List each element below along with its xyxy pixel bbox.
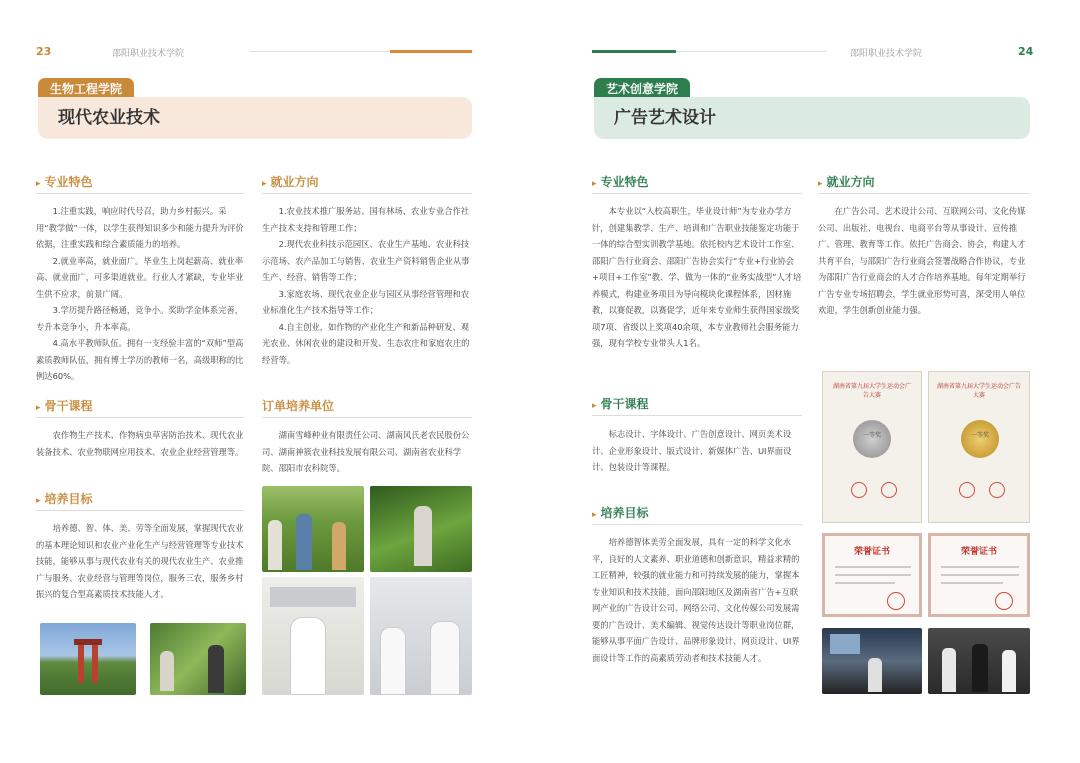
- goals-text-left: 培养德、智、体、美、劳等全面发展，掌握现代农业的基本理论知识和农业产业化生产与经营管理等专业技术技能，能够从事与现代农业有关的现代农业生产、农业推广与服务、农业经营与管理等岗位，服务三农，服务乡村振兴的复合型高素质技术技能人才。: [36, 523, 244, 599]
- section-divider: [592, 415, 802, 416]
- honor-certificate-1: 荣誉证书: [822, 533, 922, 617]
- red-seal-icon: [851, 482, 867, 498]
- triangle-bullet-icon: ▸: [36, 179, 41, 189]
- major-title-banner-left: [38, 97, 472, 139]
- red-seal-icon: [881, 482, 897, 498]
- triangle-bullet-icon: ▸: [592, 179, 597, 189]
- honor-certificate-2: 荣誉证书: [928, 533, 1030, 617]
- lab-teacher-photo: [262, 577, 364, 695]
- header-accent-right: [592, 50, 676, 53]
- triangle-bullet-icon: ▸: [36, 496, 41, 506]
- section-title-courses-left: ▸ 骨干课程: [36, 399, 93, 413]
- section-title-courses-right: ▸ 骨干课程: [592, 397, 649, 411]
- greenhouse-plants-photo: [370, 486, 472, 572]
- section-divider: [592, 193, 802, 194]
- section-title-employment-right: ▸ 就业方向: [818, 175, 875, 189]
- section-title-employment-left: ▸ 就业方向: [262, 175, 319, 189]
- section-title-features-right: ▸ 专业特色: [592, 175, 649, 189]
- header-rule-right: [676, 51, 826, 52]
- features-text-left: 1.注重实践，响应时代号召，助力乡村振兴。采用“教学做”一体，以学生获得知识多少和能力提升为评价依据，注重实践和综合素质能力的培养。 2.就业率高，就业面广。毕业生上岗起薪高、就业率高、就业面广，可多渠道就业。行业人才紧缺，专业毕业生供不应求，前景广阔。 3.学历提升路径畅通，竞争小。奖助学金体系完善，专升本竞争小，升本率高。 4.高水平教师队伍。拥有一支经验丰富的“双师”型高素质教师队伍，拥有博士学历的教师一名，高级职称的比例达60%。: [36, 206, 244, 381]
- major-title-left: 现代农业技术: [58, 108, 160, 128]
- farm-gate-photo: [40, 623, 136, 695]
- college-tag-right: 艺术创意学院: [594, 78, 690, 100]
- page-number-left: 23: [36, 45, 52, 58]
- triangle-bullet-icon: ▸: [262, 179, 267, 189]
- page-number-right: 24: [1018, 45, 1034, 58]
- section-divider: [592, 524, 802, 525]
- header-accent-left: [390, 50, 472, 53]
- header-rule-left: [250, 51, 390, 52]
- triangle-bullet-icon: ▸: [36, 403, 41, 413]
- school-name-right: 邵阳职业技术学院: [850, 49, 923, 59]
- triangle-bullet-icon: ▸: [818, 179, 823, 189]
- section-title-goals-right: ▸ 培养目标: [592, 506, 649, 520]
- section-divider: [262, 417, 472, 418]
- courses-text-left: 农作物生产技术、作物病虫草害防治技术、现代农业装备技术、农业物联网应用技术、农业企业经营管理等。: [36, 430, 244, 457]
- red-seal-icon: [887, 592, 905, 610]
- major-title-right: 广告艺术设计: [614, 108, 716, 128]
- courses-text-right: 标志设计、字体设计、广告创意设计、网页美术设计、企业形象设计、版式设计、新媒体广告、UI界面设计、包装设计等课程。: [592, 429, 792, 472]
- classroom-photo: [822, 628, 922, 694]
- triangle-bullet-icon: ▸: [592, 401, 597, 411]
- order-units-text: 湖南雪峰种业有限责任公司、湖南风氏老农民股份公司、湖南神簇农业科技发展有限公司、湖南省农业科学院、邵阳市农科院等。: [262, 430, 470, 473]
- section-title-order-units: 订单培养单位: [262, 399, 335, 413]
- triangle-bullet-icon: ▸: [592, 510, 597, 520]
- college-tag-left: 生物工程学院: [38, 78, 134, 100]
- goals-text-right: 培养德智体美劳全面发展，具有一定的科学文化水平，良好的人文素养、职业道德和创新意识，精益求精的工匠精神，较强的就业能力和可持续发展的能力，掌握本专业知识和技术技能，面向邵阳地区及湖南省广告+互联网产业的广告设计公司、网络公司、文化传媒公司发展需要的广告设计、美术编辑、视觉传达设计等职业岗位群，能够从事平面广告设计、品牌形象设计、网页设计、UI界面设计等工作的高素质劳动者和技术技能人才。: [592, 537, 800, 663]
- red-seal-icon: [989, 482, 1005, 498]
- red-seal-icon: [959, 482, 975, 498]
- section-title-features-left: ▸ 专业特色: [36, 175, 93, 189]
- lab-students-photo: [370, 577, 472, 695]
- award-certificate-2: 湖南省第九届大学生运动会广告大赛 一等奖: [928, 371, 1030, 523]
- section-title-goals-left: ▸ 培养目标: [36, 492, 93, 506]
- silver-medal-icon: [853, 420, 891, 458]
- gold-medal-icon: [961, 420, 999, 458]
- major-title-banner-right: [594, 97, 1030, 139]
- studio-students-photo: [928, 628, 1030, 694]
- features-text-right: 本专业以“入校高职生，毕业设计师”为专业办学方针，创建集教学、生产、培训和广告职业技能鉴定功能于一体的综合型实训教学基地。依托校内艺术设计工作室、邵阳广告行业商会、邵阳广告协会实行“专业+行业协会+项目+工作室”教、学、做为一体的“业务实战型”人才培养模式，构建业务项目为导向模块化课程体系，因材施教，以赛促教，以赛促学，近年来专业师生获得国家级奖项7项、省级以上奖项40余项，本专业教师社会服务能力强，现有学校专业带头人1名。: [592, 206, 802, 348]
- red-seal-icon: [995, 592, 1013, 610]
- field-students-photo: [150, 623, 246, 695]
- students-field-photo: [262, 486, 364, 572]
- section-divider: [36, 510, 244, 511]
- employment-text-left: 1.农业技术推广服务站、国有林场、农业专业合作社生产技术支持和管理工作； 2.现代农业科技示范园区、农业生产基地、农业科技示范场、农产品加工与销售、农业生产资料销售企业从事生产、经营、销售等工作； 3.家庭农场、现代农业企业与园区从事经营管理和农业标准化生产技术指导等工作； 4.自主创业，如作物的产业化生产和新品种研发、观光农业、休闲农业的建设和开发、生态农庄和家庭农庄的经营等。: [262, 206, 470, 365]
- section-divider: [36, 193, 244, 194]
- section-divider: [262, 193, 472, 194]
- school-name-left: 邵阳职业技术学院: [112, 49, 185, 59]
- employment-text-right: 在广告公司、艺术设计公司、互联网公司、文化传媒公司、出版社、电视台、电商平台等从事设计、宣传推广、管理、教育等工作。依托广告商会、协会，构建人才共育平台，与邵阳广告行业商会签署战略合作协议，专业为邵阳广告行业商会的人才合作培养基地。每年定期举行广告专业专场招聘会，学生就业形势可喜，深受用人单位欢迎，学生创新创业能力强。: [818, 206, 1026, 315]
- section-divider: [818, 193, 1030, 194]
- section-divider: [36, 417, 244, 418]
- award-certificate-1: 湖南省第九届大学生运动会广告大赛 一等奖: [822, 371, 922, 523]
